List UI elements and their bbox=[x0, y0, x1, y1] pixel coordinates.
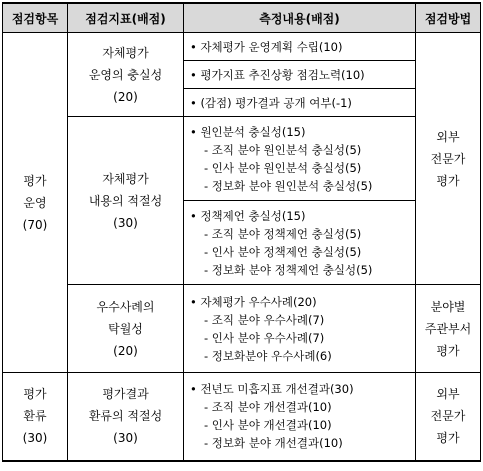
indicator-score: (20) bbox=[113, 89, 138, 104]
indicator-cell bbox=[68, 373, 184, 461]
indicator-label: 자체평가 bbox=[102, 171, 149, 186]
content-item: • 자체평가 우수사례(20) bbox=[190, 294, 317, 309]
table-row bbox=[3, 373, 481, 461]
method-label: 전문가 bbox=[430, 151, 466, 166]
content-cell bbox=[184, 89, 416, 117]
content-subitem: - 인사 분야 원인분석 충실성(5) bbox=[204, 160, 362, 175]
header-measurement: 측정내용(배점) bbox=[184, 3, 416, 33]
content-item: • 평가지표 추진상황 점검노력(10) bbox=[190, 67, 365, 82]
table-row bbox=[3, 285, 481, 373]
content-subitem: - 인사 분야 우수사례(7) bbox=[204, 330, 325, 345]
content-subitem: - 인사 분야 정책제언 충실성(5) bbox=[204, 244, 362, 259]
content-item: • 전년도 미흡지표 개선결과(30) bbox=[190, 382, 354, 397]
content-item: • 자체평가 운영계획 수립(10) bbox=[190, 39, 343, 54]
area-label: 평가 bbox=[23, 173, 47, 188]
content-item: • 원인분석 충실성(15) bbox=[190, 124, 306, 139]
content-cell bbox=[184, 117, 416, 201]
indicator-label: 탁월성 bbox=[108, 321, 143, 336]
area-cell-feedback bbox=[3, 373, 68, 461]
indicator-label: 평가결과 bbox=[102, 387, 149, 402]
content-subitem: - 정보화 분야 정책제언 충실성(5) bbox=[204, 262, 373, 277]
content-subitem: - 인사 분야 개선결과(10) bbox=[204, 418, 332, 433]
table-row bbox=[3, 117, 481, 201]
area-label: 환류 bbox=[23, 409, 47, 424]
header-indicator: 점검지표(배점) bbox=[68, 3, 184, 33]
method-label: 평가 bbox=[436, 173, 460, 188]
header-row bbox=[3, 3, 481, 33]
content-subitem: - 정보화분야 우수사례(6) bbox=[204, 348, 332, 363]
header-check-item: 점검항목 bbox=[3, 3, 68, 33]
indicator-label: 환류의 적절성 bbox=[88, 409, 163, 424]
method-label: 평가 bbox=[436, 343, 460, 358]
content-cell bbox=[184, 285, 416, 373]
content-subitem: - 조직 분야 개선결과(10) bbox=[204, 400, 332, 415]
indicator-cell bbox=[68, 117, 184, 285]
area-score: (70) bbox=[22, 217, 48, 232]
indicator-label: 자체평가 bbox=[102, 45, 149, 60]
indicator-score: (20) bbox=[113, 343, 138, 358]
area-label: 평가 bbox=[23, 387, 47, 402]
content-subitem: - 조직 분야 우수사례(7) bbox=[204, 312, 325, 327]
method-label: 외부 bbox=[436, 129, 460, 144]
content-cell bbox=[184, 373, 416, 461]
area-score: (30) bbox=[22, 431, 48, 446]
indicator-score: (30) bbox=[113, 215, 138, 230]
method-label: 주관부서 bbox=[424, 321, 472, 336]
method-cell bbox=[416, 285, 481, 373]
indicator-cell bbox=[68, 33, 184, 117]
indicator-label: 우수사례의 bbox=[96, 299, 155, 314]
indicator-label: 내용의 적절성 bbox=[88, 193, 163, 208]
method-label: 전문가 bbox=[430, 409, 466, 424]
table-row bbox=[3, 33, 481, 61]
content-item: • 정책제언 충실성(15) bbox=[190, 208, 306, 223]
content-cell bbox=[184, 61, 416, 89]
area-label: 운영 bbox=[23, 195, 47, 210]
method-label: 외부 bbox=[436, 387, 460, 402]
header-method: 점검방법 bbox=[416, 3, 481, 33]
method-label: 평가 bbox=[436, 431, 460, 446]
method-label: 분야별 bbox=[430, 299, 466, 314]
indicator-cell bbox=[68, 285, 184, 373]
content-cell bbox=[184, 201, 416, 285]
content-subitem: - 조직 분야 정책제언 충실성(5) bbox=[204, 226, 362, 241]
content-subitem: - 정보화 분야 개선결과(10) bbox=[204, 436, 343, 451]
method-cell bbox=[416, 373, 481, 461]
content-subitem: - 정보화 분야 원인분석 충실성(5) bbox=[204, 178, 373, 193]
content-item: • (감점) 평가결과 공개 여부(-1) bbox=[190, 95, 352, 110]
method-cell bbox=[416, 33, 481, 285]
evaluation-table bbox=[2, 2, 481, 462]
area-cell-operation bbox=[3, 33, 68, 373]
indicator-label: 운영의 충실성 bbox=[88, 67, 163, 82]
content-cell bbox=[184, 33, 416, 61]
content-subitem: - 조직 분야 원인분석 충실성(5) bbox=[204, 142, 362, 157]
indicator-score: (30) bbox=[113, 431, 138, 446]
